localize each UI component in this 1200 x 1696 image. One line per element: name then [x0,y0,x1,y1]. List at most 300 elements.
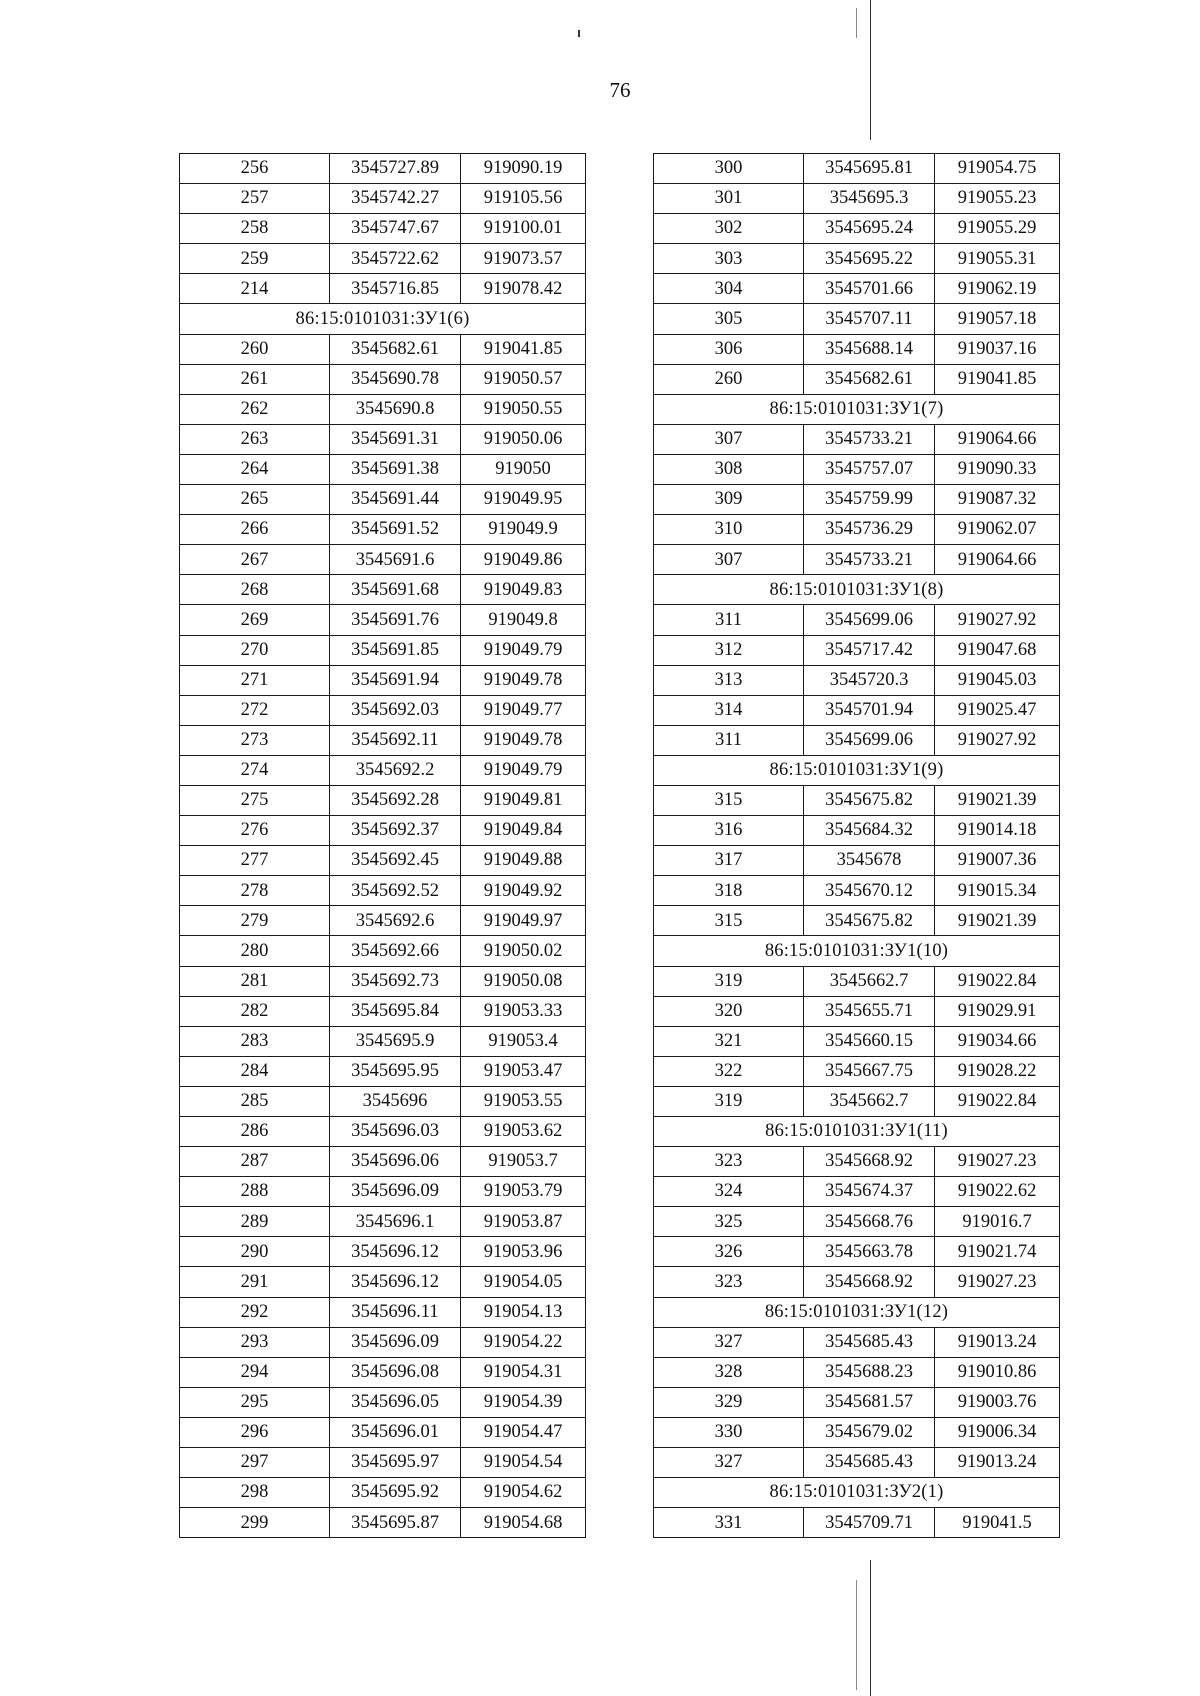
y-coordinate-cell: 919054.13 [461,1297,586,1327]
point-number-cell: 265 [180,485,330,515]
point-number-cell: 323 [654,1267,804,1297]
table-row [654,635,1060,665]
y-coordinate-cell: 919049.79 [461,755,586,785]
y-coordinate-cell: 919053.55 [461,1086,586,1116]
table-row [654,846,1060,876]
table-row [180,1056,586,1086]
x-coordinate-cell: 3545696.12 [330,1267,461,1297]
table-row [180,274,586,304]
table-row [654,154,1060,184]
table-row [654,304,1060,334]
point-number-cell: 309 [654,485,804,515]
table-row [654,1267,1060,1297]
point-number-cell: 315 [654,785,804,815]
table-row [654,1207,1060,1237]
cadastral-number: 86:15:0101031:ЗУ1(12) [654,1297,1060,1327]
y-coordinate-cell: 919013.24 [935,1448,1060,1478]
point-number-cell: 295 [180,1387,330,1417]
point-number-cell: 304 [654,274,804,304]
point-number-cell: 319 [654,966,804,996]
y-coordinate-cell: 919050.02 [461,936,586,966]
y-coordinate-cell: 919053.79 [461,1177,586,1207]
x-coordinate-cell: 3545691.44 [330,485,461,515]
table-row [180,665,586,695]
y-coordinate-cell: 919049.79 [461,635,586,665]
section-header-row [654,1478,1060,1508]
table-row [654,515,1060,545]
table-row [180,725,586,755]
table-row [180,184,586,214]
point-number-cell: 302 [654,214,804,244]
x-coordinate-cell: 3545695.95 [330,1056,461,1086]
y-coordinate-cell: 919003.76 [935,1387,1060,1417]
point-number-cell: 314 [654,695,804,725]
table-row [180,364,586,394]
point-number-cell: 282 [180,996,330,1026]
point-number-cell: 313 [654,665,804,695]
table-row [654,184,1060,214]
x-coordinate-cell: 3545690.8 [330,394,461,424]
section-header-row [654,755,1060,785]
x-coordinate-cell: 3545696.11 [330,1297,461,1327]
point-number-cell: 311 [654,725,804,755]
table-row [180,154,586,184]
x-coordinate-cell: 3545696.08 [330,1357,461,1387]
y-coordinate-cell: 919049.88 [461,846,586,876]
y-coordinate-cell: 919007.36 [935,846,1060,876]
y-coordinate-cell: 919028.22 [935,1056,1060,1086]
table-row [180,936,586,966]
table-row [654,876,1060,906]
point-number-cell: 284 [180,1056,330,1086]
table-row [180,515,586,545]
y-coordinate-cell: 919062.07 [935,515,1060,545]
y-coordinate-cell: 919073.57 [461,244,586,274]
point-number-cell: 301 [654,184,804,214]
y-coordinate-cell: 919049.92 [461,876,586,906]
x-coordinate-cell: 3545696.05 [330,1387,461,1417]
x-coordinate-cell: 3545668.92 [804,1147,935,1177]
y-coordinate-cell: 919049.83 [461,575,586,605]
table-row [180,755,586,785]
point-number-cell: 306 [654,334,804,364]
x-coordinate-cell: 3545696.09 [330,1177,461,1207]
section-header-row [654,575,1060,605]
point-number-cell: 326 [654,1237,804,1267]
point-number-cell: 269 [180,605,330,635]
point-number-cell: 260 [654,364,804,394]
point-number-cell: 283 [180,1026,330,1056]
table-row [180,1387,586,1417]
x-coordinate-cell: 3545699.06 [804,725,935,755]
table-row [654,1237,1060,1267]
point-number-cell: 260 [180,334,330,364]
y-coordinate-cell: 919054.54 [461,1448,586,1478]
cadastral-number: 86:15:0101031:ЗУ1(8) [654,575,1060,605]
point-number-cell: 300 [654,154,804,184]
scan-mark [578,30,580,37]
point-number-cell: 267 [180,545,330,575]
table-row [180,1448,586,1478]
x-coordinate-cell: 3545720.3 [804,665,935,695]
y-coordinate-cell: 919054.68 [461,1508,586,1538]
y-coordinate-cell: 919049.95 [461,485,586,515]
x-coordinate-cell: 3545727.89 [330,154,461,184]
point-number-cell: 288 [180,1177,330,1207]
x-coordinate-cell: 3545691.52 [330,515,461,545]
point-number-cell: 259 [180,244,330,274]
table-row [654,695,1060,725]
y-coordinate-cell: 919054.22 [461,1327,586,1357]
x-coordinate-cell: 3545688.23 [804,1357,935,1387]
table-row [180,1508,586,1538]
x-coordinate-cell: 3545691.68 [330,575,461,605]
table-row [654,364,1060,394]
point-number-cell: 307 [654,424,804,454]
point-number-cell: 278 [180,876,330,906]
x-coordinate-cell: 3545695.9 [330,1026,461,1056]
point-number-cell: 266 [180,515,330,545]
y-coordinate-cell: 919050.08 [461,966,586,996]
y-coordinate-cell: 919057.18 [935,304,1060,334]
y-coordinate-cell: 919027.23 [935,1267,1060,1297]
point-number-cell: 325 [654,1207,804,1237]
point-number-cell: 256 [180,154,330,184]
table-body [180,154,586,1538]
y-coordinate-cell: 919050.06 [461,424,586,454]
point-number-cell: 268 [180,575,330,605]
table-row [654,1387,1060,1417]
binding-line [870,1560,871,1696]
point-number-cell: 285 [180,1086,330,1116]
table-row [180,1086,586,1116]
point-number-cell: 311 [654,605,804,635]
y-coordinate-cell: 919049.8 [461,605,586,635]
table-row [654,725,1060,755]
table-row [654,1177,1060,1207]
point-number-cell: 329 [654,1387,804,1417]
x-coordinate-cell: 3545692.2 [330,755,461,785]
y-coordinate-cell: 919025.47 [935,695,1060,725]
y-coordinate-cell: 919054.47 [461,1417,586,1447]
coordinates-table-left [179,153,586,1538]
x-coordinate-cell: 3545695.3 [804,184,935,214]
y-coordinate-cell: 919041.85 [935,364,1060,394]
point-number-cell: 323 [654,1147,804,1177]
y-coordinate-cell: 919053.4 [461,1026,586,1056]
binding-line [870,0,871,140]
y-coordinate-cell: 919049.84 [461,816,586,846]
y-coordinate-cell: 919054.05 [461,1267,586,1297]
point-number-cell: 289 [180,1207,330,1237]
table-row [654,424,1060,454]
point-number-cell: 322 [654,1056,804,1086]
x-coordinate-cell: 3545696 [330,1086,461,1116]
point-number-cell: 305 [654,304,804,334]
point-number-cell: 331 [654,1508,804,1538]
y-coordinate-cell: 919090.33 [935,454,1060,484]
y-coordinate-cell: 919062.19 [935,274,1060,304]
table-row [180,996,586,1026]
y-coordinate-cell: 919090.19 [461,154,586,184]
table-row [180,424,586,454]
section-header-row [654,1117,1060,1147]
point-number-cell: 310 [654,515,804,545]
section-header-row [180,304,586,334]
y-coordinate-cell: 919053.47 [461,1056,586,1086]
table-row [654,1147,1060,1177]
y-coordinate-cell: 919049.97 [461,906,586,936]
table-row [654,966,1060,996]
point-number-cell: 308 [654,454,804,484]
x-coordinate-cell: 3545707.11 [804,304,935,334]
y-coordinate-cell: 919054.39 [461,1387,586,1417]
x-coordinate-cell: 3545678 [804,846,935,876]
y-coordinate-cell: 919050 [461,454,586,484]
y-coordinate-cell: 919100.01 [461,214,586,244]
y-coordinate-cell: 919027.92 [935,605,1060,635]
point-number-cell: 279 [180,906,330,936]
x-coordinate-cell: 3545696.06 [330,1147,461,1177]
point-number-cell: 257 [180,184,330,214]
x-coordinate-cell: 3545695.92 [330,1478,461,1508]
y-coordinate-cell: 919049.78 [461,665,586,695]
x-coordinate-cell: 3545691.76 [330,605,461,635]
y-coordinate-cell: 919078.42 [461,274,586,304]
y-coordinate-cell: 919054.75 [935,154,1060,184]
section-header-row [654,1297,1060,1327]
point-number-cell: 280 [180,936,330,966]
point-number-cell: 320 [654,996,804,1026]
cadastral-number: 86:15:0101031:ЗУ1(11) [654,1117,1060,1147]
y-coordinate-cell: 919029.91 [935,996,1060,1026]
table-row [180,1327,586,1357]
table-row [180,334,586,364]
x-coordinate-cell: 3545670.12 [804,876,935,906]
y-coordinate-cell: 919027.23 [935,1147,1060,1177]
x-coordinate-cell: 3545759.99 [804,485,935,515]
table-row [180,485,586,515]
table-row [180,575,586,605]
x-coordinate-cell: 3545736.29 [804,515,935,545]
x-coordinate-cell: 3545688.14 [804,334,935,364]
x-coordinate-cell: 3545682.61 [330,334,461,364]
table-row [654,665,1060,695]
y-coordinate-cell: 919045.03 [935,665,1060,695]
x-coordinate-cell: 3545733.21 [804,424,935,454]
y-coordinate-cell: 919087.32 [935,485,1060,515]
point-number-cell: 318 [654,876,804,906]
x-coordinate-cell: 3545696.03 [330,1117,461,1147]
x-coordinate-cell: 3545692.37 [330,816,461,846]
point-number-cell: 293 [180,1327,330,1357]
table-row [654,605,1060,635]
table-row [180,695,586,725]
y-coordinate-cell: 919047.68 [935,635,1060,665]
y-coordinate-cell: 919053.87 [461,1207,586,1237]
y-coordinate-cell: 919055.31 [935,244,1060,274]
y-coordinate-cell: 919037.16 [935,334,1060,364]
table-row [180,605,586,635]
table-row [654,485,1060,515]
y-coordinate-cell: 919049.9 [461,515,586,545]
table-row [654,785,1060,815]
point-number-cell: 271 [180,665,330,695]
point-number-cell: 292 [180,1297,330,1327]
point-number-cell: 276 [180,816,330,846]
point-number-cell: 299 [180,1508,330,1538]
y-coordinate-cell: 919015.34 [935,876,1060,906]
table-row [180,1297,586,1327]
table-row [180,876,586,906]
point-number-cell: 327 [654,1327,804,1357]
point-number-cell: 297 [180,1448,330,1478]
y-coordinate-cell: 919027.92 [935,725,1060,755]
x-coordinate-cell: 3545696.01 [330,1417,461,1447]
x-coordinate-cell: 3545662.7 [804,966,935,996]
point-number-cell: 330 [654,1417,804,1447]
table-row [180,966,586,996]
point-number-cell: 291 [180,1267,330,1297]
table-row [654,1508,1060,1538]
y-coordinate-cell: 919021.74 [935,1237,1060,1267]
table-row [654,214,1060,244]
x-coordinate-cell: 3545696.09 [330,1327,461,1357]
x-coordinate-cell: 3545691.94 [330,665,461,695]
x-coordinate-cell: 3545668.76 [804,1207,935,1237]
table-row [180,1267,586,1297]
y-coordinate-cell: 919049.86 [461,545,586,575]
table-row [654,244,1060,274]
x-coordinate-cell: 3545692.11 [330,725,461,755]
x-coordinate-cell: 3545675.82 [804,906,935,936]
point-number-cell: 275 [180,785,330,815]
y-coordinate-cell: 919049.81 [461,785,586,815]
cadastral-number: 86:15:0101031:ЗУ1(9) [654,755,1060,785]
y-coordinate-cell: 919049.77 [461,695,586,725]
point-number-cell: 316 [654,816,804,846]
x-coordinate-cell: 3545742.27 [330,184,461,214]
y-coordinate-cell: 919022.62 [935,1177,1060,1207]
y-coordinate-cell: 919010.86 [935,1357,1060,1387]
x-coordinate-cell: 3545696.12 [330,1237,461,1267]
point-number-cell: 273 [180,725,330,755]
x-coordinate-cell: 3545709.71 [804,1508,935,1538]
table-row [654,1448,1060,1478]
y-coordinate-cell: 919053.33 [461,996,586,1026]
y-coordinate-cell: 919049.78 [461,725,586,755]
table-row [654,1026,1060,1056]
x-coordinate-cell: 3545679.02 [804,1417,935,1447]
y-coordinate-cell: 919053.7 [461,1147,586,1177]
table-row [180,785,586,815]
point-number-cell: 274 [180,755,330,785]
x-coordinate-cell: 3545692.66 [330,936,461,966]
x-coordinate-cell: 3545692.28 [330,785,461,815]
x-coordinate-cell: 3545655.71 [804,996,935,1026]
y-coordinate-cell: 919064.66 [935,424,1060,454]
cadastral-number: 86:15:0101031:ЗУ1(6) [180,304,586,334]
point-number-cell: 317 [654,846,804,876]
x-coordinate-cell: 3545682.61 [804,364,935,394]
x-coordinate-cell: 3545695.22 [804,244,935,274]
cadastral-number: 86:15:0101031:ЗУ1(7) [654,394,1060,424]
x-coordinate-cell: 3545722.62 [330,244,461,274]
binding-line [856,8,857,38]
point-number-cell: 294 [180,1357,330,1387]
point-number-cell: 328 [654,1357,804,1387]
section-header-row [654,394,1060,424]
x-coordinate-cell: 3545692.03 [330,695,461,725]
point-number-cell: 272 [180,695,330,725]
y-coordinate-cell: 919021.39 [935,906,1060,936]
x-coordinate-cell: 3545757.07 [804,454,935,484]
x-coordinate-cell: 3545668.92 [804,1267,935,1297]
point-number-cell: 327 [654,1448,804,1478]
cadastral-number: 86:15:0101031:ЗУ2(1) [654,1478,1060,1508]
y-coordinate-cell: 919050.55 [461,394,586,424]
y-coordinate-cell: 919054.31 [461,1357,586,1387]
x-coordinate-cell: 3545674.37 [804,1177,935,1207]
x-coordinate-cell: 3545690.78 [330,364,461,394]
table-row [180,244,586,274]
x-coordinate-cell: 3545692.73 [330,966,461,996]
point-number-cell: 312 [654,635,804,665]
x-coordinate-cell: 3545716.85 [330,274,461,304]
x-coordinate-cell: 3545691.38 [330,454,461,484]
table-row [180,635,586,665]
x-coordinate-cell: 3545685.43 [804,1327,935,1357]
table-row [654,996,1060,1026]
point-number-cell: 286 [180,1117,330,1147]
table-row [180,214,586,244]
cadastral-number: 86:15:0101031:ЗУ1(10) [654,936,1060,966]
x-coordinate-cell: 3545691.85 [330,635,461,665]
point-number-cell: 315 [654,906,804,936]
table-row [180,1237,586,1267]
coordinates-table-right [653,153,1060,1538]
table-row [654,334,1060,364]
x-coordinate-cell: 3545695.81 [804,154,935,184]
point-number-cell: 277 [180,846,330,876]
table-row [654,1417,1060,1447]
x-coordinate-cell: 3545667.75 [804,1056,935,1086]
y-coordinate-cell: 919014.18 [935,816,1060,846]
x-coordinate-cell: 3545747.67 [330,214,461,244]
x-coordinate-cell: 3545660.15 [804,1026,935,1056]
x-coordinate-cell: 3545699.06 [804,605,935,635]
y-coordinate-cell: 919016.7 [935,1207,1060,1237]
point-number-cell: 321 [654,1026,804,1056]
x-coordinate-cell: 3545692.6 [330,906,461,936]
y-coordinate-cell: 919054.62 [461,1478,586,1508]
y-coordinate-cell: 919041.85 [461,334,586,364]
x-coordinate-cell: 3545681.57 [804,1387,935,1417]
point-number-cell: 298 [180,1478,330,1508]
page-number: 76 [609,78,631,102]
table-row [180,1026,586,1056]
point-number-cell: 261 [180,364,330,394]
table-row [654,816,1060,846]
x-coordinate-cell: 3545733.21 [804,545,935,575]
point-number-cell: 319 [654,1086,804,1116]
table-row [180,1147,586,1177]
point-number-cell: 214 [180,274,330,304]
point-number-cell: 270 [180,635,330,665]
point-number-cell: 296 [180,1417,330,1447]
table-row [180,545,586,575]
point-number-cell: 281 [180,966,330,996]
